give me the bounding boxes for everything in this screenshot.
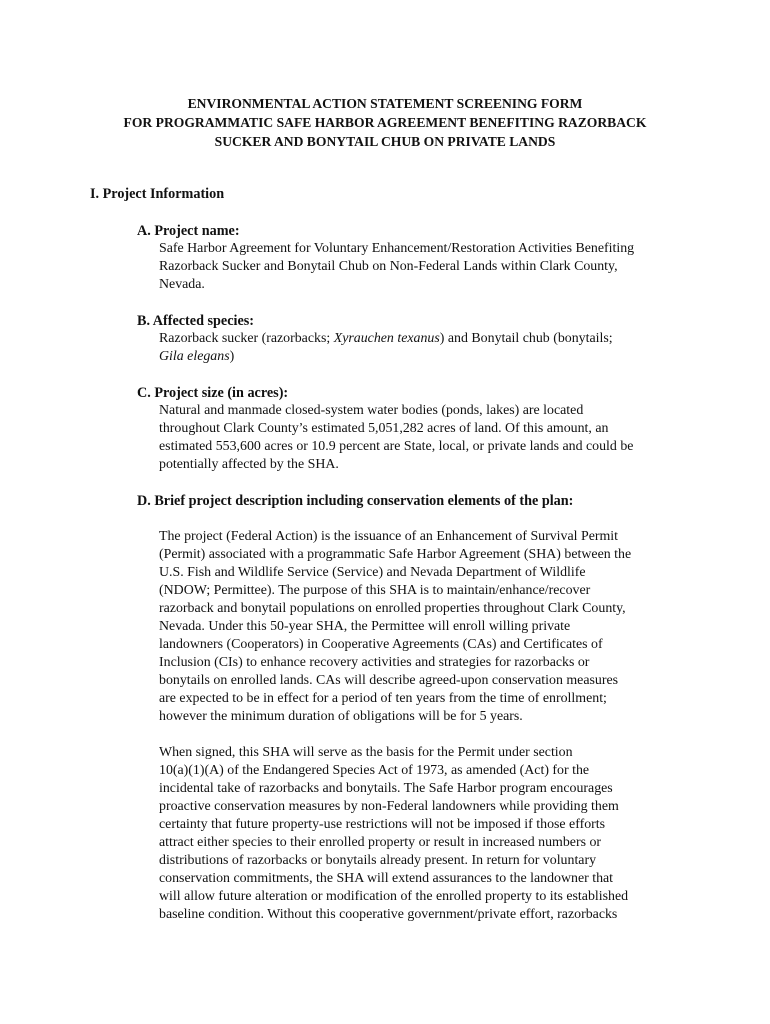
scientific-name: Gila elegans [159,349,230,364]
text-line: U.S. Fish and Wildlife Service (Service) and Nevada Department of Wildlife [159,565,586,580]
text-line: The project (Federal Action) is the issuance of an Enhancement of Survival Permit [159,529,619,544]
text-run: ) [229,349,235,364]
subsection-body [159,330,697,366]
text-line: landowners (Cooperators) in Cooperative Agreements (CAs) and Certificates of [159,637,603,652]
text-line: (Permit) associated with a programmatic Safe Harbor Agreement (SHA) between the [159,547,632,562]
subsection-heading: C. Project size (in acres): [137,385,289,401]
text-line: 10(a)(1)(A) of the Endangered Species Act of 1973, as amended (Act) for the [159,763,590,778]
text-line: baseline condition. Without this cooperative government/private effort, razorbacks [159,907,618,922]
text-line: potentially affected by the SHA. [159,457,339,472]
title-line: FOR PROGRAMMATIC SAFE HARBOR AGREEMENT BENEFITING RAZORBACK [123,115,647,130]
subsection-heading: D. Brief project description including conservation elements of the plan: [137,493,574,509]
text-line: Nevada. Under this 50-year SHA, the Permittee will enroll willing private [159,619,571,634]
text-line: Nevada. [159,277,205,292]
text-line: are expected to be in effect for a period of ten years from the time of enrollment; [159,691,607,706]
text-line: attract either species to their enrolled property or result in increased numbers or [159,835,602,850]
text-line: Safe Harbor Agreement for Voluntary Enhancement/Restoration Activities Benefiting [159,241,635,256]
text-line: (NDOW; Permittee). The purpose of this SHA is to maintain/enhance/recover [159,583,591,598]
subsection-project-description [137,492,697,924]
subsection-body [159,240,697,294]
title-line: ENVIRONMENTAL ACTION STATEMENT SCREENING FORM [187,96,583,111]
subsection-project-size [137,384,697,474]
paragraph [159,528,697,726]
subsection-project-name [137,222,697,294]
subsection-heading: A. Project name: [137,223,240,239]
subsection-body [159,402,697,474]
text-run: Razorback sucker (razorbacks; [159,331,334,346]
text-line [159,348,697,366]
text-line: however the minimum duration of obligations will be for 5 years. [159,709,523,724]
text-line: Inclusion (CIs) to enhance recovery activities and strategies for razorbacks or [159,655,590,670]
text-line: When signed, this SHA will serve as the basis for the Permit under section [159,745,573,760]
text-line [159,330,697,348]
text-run: ) and Bonytail chub (bonytails; [439,331,613,346]
text-line: throughout Clark County’s estimated 5,051,282 acres of land. Of this amount, an [159,421,609,436]
text-line: Natural and manmade closed-system water bodies (ponds, lakes) are located [159,403,584,418]
paragraph [159,744,697,924]
text-line: bonytails on enrolled lands. CAs will describe agreed-upon conservation measures [159,673,619,688]
text-line: incidental take of razorbacks and bonytails. The Safe Harbor program encourages [159,781,613,796]
text-line: conservation commitments, the SHA will extend assurances to the landowner that [159,871,614,886]
section-heading-project-information: I. Project Information [90,186,225,202]
text-line: estimated 553,600 acres or 10.9 percent are State, local, or private lands and could be [159,439,634,454]
text-line: razorback and bonytail populations on enrolled properties throughout Clark County, [159,601,626,616]
subsection-heading: B. Affected species: [137,313,255,329]
text-line: Razorback Sucker and Bonytail Chub on Non-Federal Lands within Clark County, [159,259,618,274]
text-line: will allow future alteration or modification of the enrolled property to its established [159,889,629,904]
scientific-name: Xyrauchen texanus [333,331,440,346]
subsection-affected-species [137,312,697,366]
text-line: certainty that future property-use restrictions will not be imposed if those efforts [159,817,606,832]
title-line: SUCKER AND BONYTAIL CHUB ON PRIVATE LANDS [214,134,556,149]
document-title [40,94,730,151]
text-line: distributions of razorbacks or bonytails already present. In return for voluntary [159,853,597,868]
text-line: proactive conservation measures by non-Federal landowners while providing them [159,799,619,814]
